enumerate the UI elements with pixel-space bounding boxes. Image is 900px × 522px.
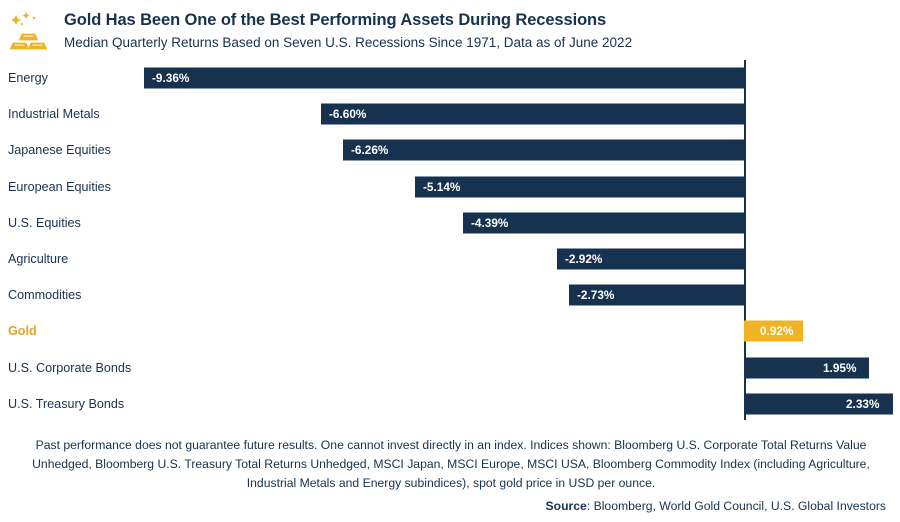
- bar-track: [0, 205, 900, 241]
- chart-row: [0, 241, 900, 277]
- chart-header: [0, 0, 900, 54]
- category-label-industrial-metals: Industrial Metals: [8, 107, 100, 122]
- bar-industrial-metals: [321, 104, 744, 125]
- bar-track: [0, 350, 900, 386]
- bar-value-gold: 0.92%: [760, 324, 794, 339]
- source-text: : Bloomberg, World Gold Council, U.S. Global Investors: [586, 499, 886, 513]
- page-title: Gold Has Been One of the Best Performing Assets During Recessions: [64, 11, 607, 29]
- chart-row: [0, 132, 900, 168]
- bar-value-agriculture: -2.92%: [565, 252, 603, 267]
- bar-track: [0, 96, 900, 132]
- bar-value-us-corporate-bonds: 1.95%: [823, 360, 857, 375]
- chart-row: [0, 386, 900, 422]
- chart-footer: [0, 436, 900, 516]
- bar-japanese-equities: [343, 140, 744, 161]
- category-label-us-treasury-bonds: U.S. Treasury Bonds: [8, 396, 125, 411]
- chart-row: [0, 350, 900, 386]
- bar-track: [0, 241, 900, 277]
- page-subtitle: Median Quarterly Returns Based on Seven U.S. Recessions Since 1971, Data as of June 2022: [64, 35, 633, 50]
- bar-value-commodities: -2.73%: [577, 288, 615, 303]
- bar-value-japanese-equities: -6.26%: [351, 143, 389, 158]
- category-label-european-equities: European Equities: [8, 179, 111, 194]
- chart-row: [0, 169, 900, 205]
- chart-rows: [0, 60, 900, 422]
- header-text-block: [64, 8, 632, 52]
- chart-row: [0, 60, 900, 96]
- bar-value-industrial-metals: -6.60%: [329, 107, 367, 122]
- category-label-energy: Energy: [8, 71, 48, 86]
- bar-track: [0, 277, 900, 313]
- category-label-us-corporate-bonds: U.S. Corporate Bonds: [8, 360, 132, 375]
- bar-value-us-equities: -4.39%: [471, 215, 509, 230]
- source-line: [14, 497, 888, 516]
- bar-energy: [144, 68, 744, 89]
- category-label-japanese-equities: Japanese Equities: [8, 143, 111, 158]
- disclaimer-text: Past performance does not guarantee future results. One cannot invest directly in an index. Indices shown: Bloomberg U.S. Corporate Total Returns Value Unhedged, Bloomberg U.S. Treasury Total Returns Unhedged, MSCI Japan, MSCI Europe, MSCI USA, Bloomberg Commodity Index (including Agriculture, Industrial Metals and Energy subindices), spot gold price in USD per ounce.: [32, 438, 870, 490]
- bar-value-us-treasury-bonds: 2.33%: [846, 396, 880, 411]
- bar-track: [0, 60, 900, 96]
- chart-row: [0, 96, 900, 132]
- gold-bars-sparkle-icon: [10, 10, 58, 54]
- bar-value-energy: -9.36%: [152, 71, 190, 86]
- bar-track: [0, 169, 900, 205]
- category-label-us-equities: U.S. Equities: [8, 215, 81, 230]
- chart-row: [0, 205, 900, 241]
- bar-european-equities: [415, 176, 744, 197]
- category-label-gold: Gold: [8, 324, 37, 339]
- bar-track: [0, 313, 900, 349]
- bar-track: [0, 386, 900, 422]
- chart-row: [0, 313, 900, 349]
- bar-chart: [0, 60, 900, 420]
- source-label: Source: [545, 499, 587, 513]
- bar-track: [0, 132, 900, 168]
- category-label-commodities: Commodities: [8, 288, 82, 303]
- bar-value-european-equities: -5.14%: [423, 179, 461, 194]
- category-label-agriculture: Agriculture: [8, 252, 69, 267]
- chart-row: [0, 277, 900, 313]
